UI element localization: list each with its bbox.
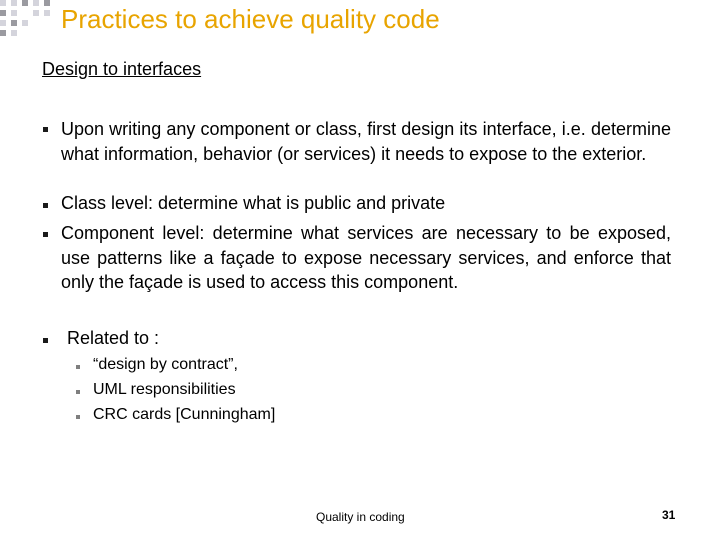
section-heading: Design to interfaces — [42, 59, 202, 79]
related-label: Related to : — [67, 328, 160, 348]
related-item: “design by contract”, — [93, 356, 238, 373]
bullet-icon — [43, 203, 48, 208]
bullet-text: Class level: determine what is public and private — [61, 193, 446, 213]
bullet-icon — [43, 127, 48, 132]
bullet-icon — [43, 232, 48, 237]
footer-text: Quality in coding — [316, 510, 405, 524]
sub-bullet-icon — [76, 365, 80, 369]
slide-title: Practices to achieve quality code — [61, 4, 440, 34]
related-item: UML responsibilities — [93, 381, 236, 398]
sub-bullet-icon — [76, 390, 80, 394]
sub-bullet-icon — [76, 415, 80, 419]
related-item: CRC cards [Cunningham] — [93, 406, 276, 423]
page-number: 31 — [662, 508, 676, 522]
bullet-text: Component level: determine what services are necessary to be exposed, use patterns like a façade to expose necessary services, and enforce that only the façade is used to access this component. — [61, 223, 671, 292]
bullet-text: Upon writing any component or class, first design its interface, i.e. determine what information, behavior (or services) it needs to expose to the exterior. — [61, 119, 671, 164]
bullet-icon — [43, 338, 48, 343]
corner-decoration — [0, 0, 60, 40]
